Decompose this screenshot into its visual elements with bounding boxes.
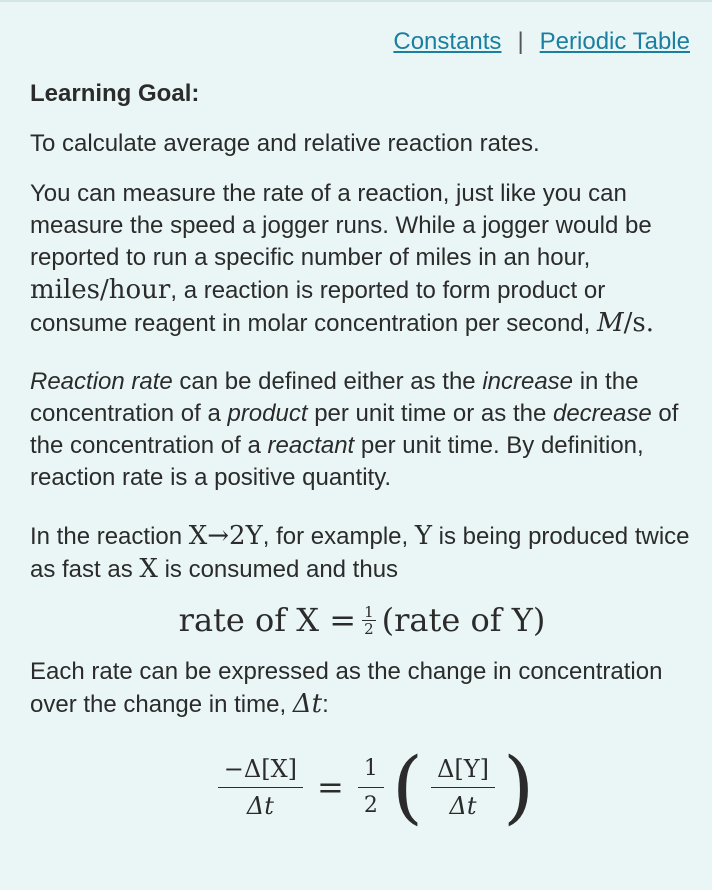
eq2-right-numerator: Δ[Y] [431,755,495,788]
learning-goal-heading: Learning Goal: [30,80,200,107]
para3-text-4: is consumed and thus [157,556,399,583]
eq1-numerator: 1 [364,602,374,621]
reaction-rate-term: Reaction rate [30,368,173,395]
eq2-left-fraction [218,755,303,820]
eq1-left: rate of X = [178,601,357,639]
learning-content [30,78,694,833]
top-links [393,28,690,56]
para4-text-1: Each rate can be expressed as the change in concentration over the change in time, [30,658,663,718]
paragraph-rate-definition [30,366,694,494]
delta-t-math: Δt [292,689,323,719]
eq2-left-numerator: −Δ[X] [218,755,303,788]
para4-text-2: : [322,691,329,718]
reaction-equation-math: X→2Y [188,521,263,551]
miles-per-hour-math: miles/hour [30,275,171,305]
para2-text-f: per unit time or as the [307,400,553,427]
para2-text-d: in the concentration of a [30,368,639,427]
para2-text-h: of the concentration of a [30,400,679,459]
eq2-right-fraction [431,755,495,820]
per-second-math: /s. [623,308,654,338]
eq2-right-denominator: Δt [449,791,477,820]
eq1-half-fraction [362,604,376,637]
para2-text-b: can be defined either as the [172,368,483,395]
para3-text-1: In the reaction [30,523,189,550]
link-separator: | [517,28,524,55]
para1-text-1: You can measure the rate of a reaction, just like you can measure the speed a jogger runs. While a jogger would be reported to run a specific number of miles in an hour, [30,180,652,271]
eq2-half-denominator: 2 [363,792,378,818]
para2-text-j: per unit time. By definition, reaction rate is a positive quantity. [30,432,644,491]
decrease-term: decrease [552,400,652,427]
periodic-table-link[interactable]: Periodic Table [539,28,690,55]
eq2-left-paren: ( [391,740,424,833]
paragraph-example [30,520,694,586]
eq2-half-numerator: 1 [358,755,384,788]
eq2-equals: = [317,768,344,806]
increase-term: increase [482,368,574,395]
eq2-right-paren: ) [502,740,535,833]
molarity-math: M [597,308,624,338]
paragraph-change-over-time [30,656,694,721]
goal-text: To calculate average and relative reaction rates. [30,130,540,157]
rate-fraction-equation [50,740,694,833]
para1-text-2: , a reaction is reported to form product or consume reagent in molar concentration per second, [30,277,606,337]
reactant-term: reactant [267,432,355,459]
rate-relation-equation [30,600,694,640]
eq1-denominator: 2 [364,619,374,638]
eq2-left-denominator: Δt [246,791,274,820]
x-symbol: X [139,554,158,584]
eq1-right: (rate of Y) [381,601,546,639]
constants-link[interactable]: Constants [393,28,502,55]
y-symbol: Y [414,521,433,551]
eq2-half-fraction [358,755,384,820]
paragraph-rate-intro [30,178,694,340]
para3-text-3: is being produced twice as fast as [30,523,690,583]
para3-text-2: , for example, [262,523,415,550]
product-term: product [227,400,308,427]
